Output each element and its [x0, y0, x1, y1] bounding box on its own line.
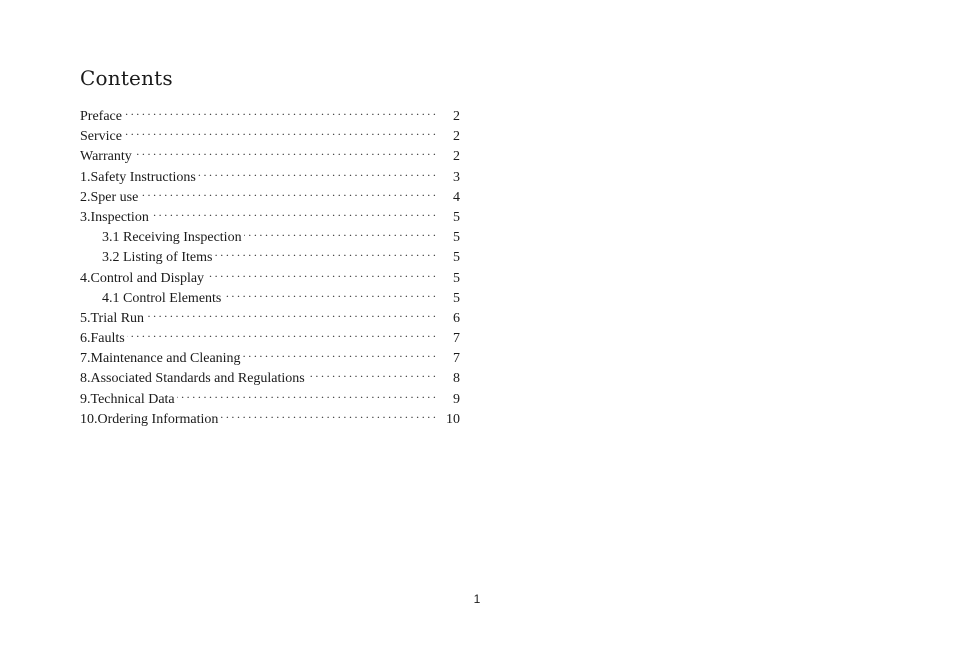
- toc-entry-label: Preface: [80, 109, 122, 124]
- dot-leader: [214, 247, 438, 261]
- toc-entry-label: 3.1 Receiving Inspection: [102, 230, 242, 246]
- toc-entry-label: 3.Inspection: [80, 209, 149, 225]
- toc-entry-page: 5: [453, 250, 460, 266]
- dot-leader: [244, 227, 438, 241]
- toc-entry-page: 2: [453, 109, 460, 124]
- toc-entry-page: 2: [453, 149, 460, 165]
- toc-entry-page: 10: [446, 411, 460, 427]
- toc-entry-listing-of-items[interactable]: [80, 247, 460, 267]
- toc-entry-label: Warranty: [80, 149, 132, 165]
- dot-leader: [124, 126, 438, 140]
- toc-entry-page: 8: [453, 371, 460, 387]
- toc-entry-faults[interactable]: [80, 328, 460, 348]
- dot-leader: [243, 348, 438, 362]
- contents-title: Contents: [80, 66, 173, 90]
- dot-leader: [127, 328, 438, 342]
- toc-entry-label: 5.Trial Run: [80, 310, 145, 326]
- dot-leader: [307, 368, 438, 382]
- toc-entry-page: 5: [453, 209, 460, 225]
- dot-leader: [124, 106, 438, 120]
- dot-leader: [134, 146, 438, 160]
- dot-leader: [177, 389, 438, 403]
- toc-entry-label: 6.Faults: [80, 331, 125, 347]
- table-of-contents: [80, 106, 460, 429]
- toc-entry-page: 4: [453, 189, 460, 205]
- toc-entry-control-and-display[interactable]: [80, 268, 460, 288]
- toc-entry-page: 9: [453, 391, 460, 407]
- toc-entry-label: 9.Technical Data: [80, 391, 175, 407]
- toc-entry-label: 4.1 Control Elements: [102, 290, 222, 306]
- toc-entry-label: 7.Maintenance and Cleaning: [80, 351, 241, 367]
- toc-entry-standards-and-regulations[interactable]: [80, 368, 460, 388]
- dot-leader: [198, 167, 438, 181]
- toc-entry-preface[interactable]: [80, 106, 460, 126]
- toc-entry-label: Service: [80, 129, 122, 145]
- toc-entry-maintenance-and-cleaning[interactable]: [80, 348, 460, 368]
- toc-entry-label: 2.Sper use: [80, 189, 139, 205]
- dot-leader: [206, 268, 438, 282]
- toc-entry-page: 2: [453, 129, 460, 145]
- toc-entry-inspection[interactable]: [80, 207, 460, 227]
- toc-entry-label: 4.Control and Display: [80, 270, 205, 286]
- dot-leader: [220, 409, 438, 423]
- toc-entry-warranty[interactable]: [80, 146, 460, 166]
- toc-entry-receiving-inspection[interactable]: [80, 227, 460, 247]
- dot-leader: [223, 288, 438, 302]
- dot-leader: [140, 187, 438, 201]
- toc-entry-service[interactable]: [80, 126, 460, 146]
- dot-leader: [151, 207, 438, 221]
- toc-entry-page: 7: [453, 331, 460, 347]
- toc-entry-label: 1.Safety Instructions: [80, 169, 196, 185]
- toc-entry-page: 6: [453, 310, 460, 326]
- page-number: 1: [473, 592, 481, 606]
- toc-entry-page: 7: [453, 351, 460, 367]
- toc-entry-page: 5: [453, 270, 460, 286]
- toc-entry-control-elements[interactable]: [80, 288, 460, 308]
- toc-entry-technical-data[interactable]: [80, 389, 460, 409]
- dot-leader: [146, 308, 438, 322]
- toc-entry-label: 8.Associated Standards and Regulations: [80, 371, 305, 387]
- toc-entry-page: 5: [453, 290, 460, 306]
- toc-entry-page: 3: [453, 169, 460, 185]
- toc-entry-ordering-information[interactable]: [80, 409, 460, 429]
- toc-entry-trial-run[interactable]: [80, 308, 460, 328]
- toc-entry-sper-use[interactable]: [80, 187, 460, 207]
- toc-entry-label: 10.Ordering Information: [80, 411, 219, 427]
- toc-entry-page: 5: [453, 230, 460, 246]
- toc-entry-safety-instructions[interactable]: [80, 167, 460, 187]
- toc-entry-label: 3.2 Listing of Items: [102, 250, 213, 266]
